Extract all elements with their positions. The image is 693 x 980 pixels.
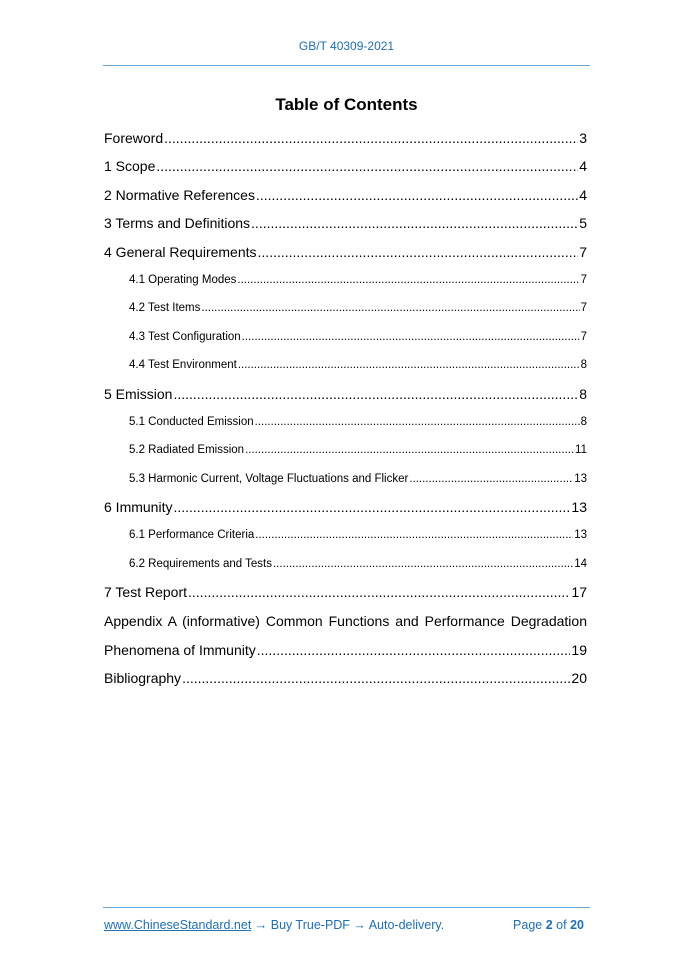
toc-entry-page: 4 <box>579 158 587 175</box>
toc-entry-page: 7 <box>579 243 587 260</box>
toc-entry-label: 3 Terms and Definitions <box>104 215 251 232</box>
toc-entry-appendix-a-line1[interactable]: Appendix A (informative) Common Functions and Performance Degradation <box>104 612 587 629</box>
toc-entry-label: 4.4 Test Environment <box>129 359 237 372</box>
toc-entry-page: 7 <box>580 273 587 286</box>
toc-entry-normative-references[interactable] <box>104 183 587 211</box>
toc-leader-dots <box>164 127 578 149</box>
toc-entry-page: 13 <box>574 472 587 485</box>
toc-leader-dots <box>173 496 570 518</box>
footer-page-of: of <box>556 918 567 932</box>
footer-page-current: 2 <box>545 918 553 932</box>
toc-entry-page: 8 <box>579 385 587 402</box>
toc-entry-general-requirements[interactable] <box>104 240 587 268</box>
toc-entry-label: 5.2 Radiated Emission <box>129 444 245 457</box>
footer <box>104 918 587 932</box>
toc-entry-label: Bibliography <box>104 670 182 687</box>
toc-leader-dots <box>257 639 571 661</box>
toc-leader-dots <box>251 212 578 234</box>
toc-leader-dots <box>182 667 570 689</box>
toc-entry-label: 4.3 Test Configuration <box>129 330 241 343</box>
toc-entry-performance-criteria[interactable] <box>104 523 587 551</box>
toc-entry-scope[interactable] <box>104 154 587 182</box>
toc-entry-conducted-emission[interactable] <box>104 410 587 438</box>
toc-leader-dots <box>245 439 574 461</box>
toc-entry-bibliography[interactable] <box>104 666 587 694</box>
toc-entry-requirements-tests[interactable] <box>104 552 587 580</box>
toc-entry-label: 6.1 Performance Criteria <box>129 529 255 542</box>
toc-entry-foreword[interactable] <box>104 126 587 154</box>
footer-tagline: → Buy True-PDF → Auto-delivery. <box>251 918 445 932</box>
toc-entry-test-report[interactable] <box>104 580 587 608</box>
toc-entry-page: 19 <box>571 642 587 659</box>
toc-entry-page: 3 <box>579 130 587 146</box>
toc-leader-dots <box>273 553 573 575</box>
toc-entry-radiated-emission[interactable] <box>104 438 587 466</box>
toc-entry-label: 6 Immunity <box>104 499 173 516</box>
footer-website-link[interactable]: www.ChineseStandard.net <box>104 918 252 932</box>
toc-entry-page: 17 <box>571 584 587 601</box>
toc-entry-label: 5.1 Conducted Emission <box>129 415 254 428</box>
toc-entry-emission[interactable] <box>104 382 587 410</box>
toc-entry-label: Foreword <box>104 130 164 146</box>
page-title: Table of Contents <box>275 95 418 114</box>
toc-entry-terms-definitions[interactable] <box>104 211 587 239</box>
toc-leader-dots <box>238 354 580 376</box>
toc-entry-label: Phenomena of Immunity <box>104 642 256 659</box>
toc-entry-page: 7 <box>580 330 587 343</box>
toc-entry-test-environment[interactable] <box>104 353 587 381</box>
toc-leader-dots <box>173 383 578 405</box>
toc-leader-dots <box>409 468 573 490</box>
toc-leader-dots <box>237 269 579 291</box>
toc-leader-dots <box>255 524 573 546</box>
toc-entry-page: 13 <box>571 499 587 516</box>
table-of-contents <box>104 126 587 695</box>
toc-entry-page: 7 <box>580 302 587 315</box>
toc-entry-label: 5 Emission <box>104 385 173 402</box>
toc-leader-dots <box>258 241 579 263</box>
toc-leader-dots <box>201 297 579 319</box>
toc-entry-appendix-a[interactable] <box>104 638 587 666</box>
toc-leader-dots <box>188 581 570 603</box>
toc-entry-harmonic-current[interactable] <box>104 467 587 495</box>
toc-leader-dots <box>256 184 578 206</box>
footer-page-total: 20 <box>570 918 584 932</box>
toc-entry-label: 4.1 Operating Modes <box>129 273 237 286</box>
toc-entry-page: 8 <box>580 415 587 428</box>
toc-entry-label: 5.3 Harmonic Current, Voltage Fluctuations and Flicker <box>129 472 409 485</box>
toc-entry-page: 14 <box>574 557 587 570</box>
footer-rule <box>103 907 590 908</box>
toc-entry-label: 4.2 Test Items <box>129 302 201 315</box>
toc-entry-page: 5 <box>579 215 587 232</box>
toc-entry-label: 6.2 Requirements and Tests <box>129 557 272 570</box>
toc-entry-page: 8 <box>580 359 587 372</box>
toc-leader-dots <box>242 326 580 348</box>
toc-entry-page: 11 <box>575 444 587 457</box>
header-rule <box>103 65 590 66</box>
toc-entry-label: 4 General Requirements <box>104 243 257 260</box>
toc-leader-dots <box>156 155 578 177</box>
footer-page-label: Page <box>513 918 543 932</box>
toc-leader-dots <box>255 411 580 433</box>
footer-page-info <box>513 918 584 932</box>
toc-entry-page: 4 <box>579 186 587 203</box>
toc-entry-label: 7 Test Report <box>104 584 188 601</box>
toc-entry-operating-modes[interactable] <box>104 268 587 296</box>
toc-entry-page: 13 <box>574 529 587 542</box>
toc-entry-label: 2 Normative References <box>104 186 255 203</box>
toc-entry-test-configuration[interactable] <box>104 325 587 353</box>
toc-entry-test-items[interactable] <box>104 296 587 324</box>
header-doc-id: GB/T 40309-2021 <box>298 39 395 53</box>
toc-entry-label: 1 Scope <box>104 158 156 175</box>
toc-entry-immunity[interactable] <box>104 495 587 523</box>
toc-entry-page: 20 <box>571 670 587 687</box>
